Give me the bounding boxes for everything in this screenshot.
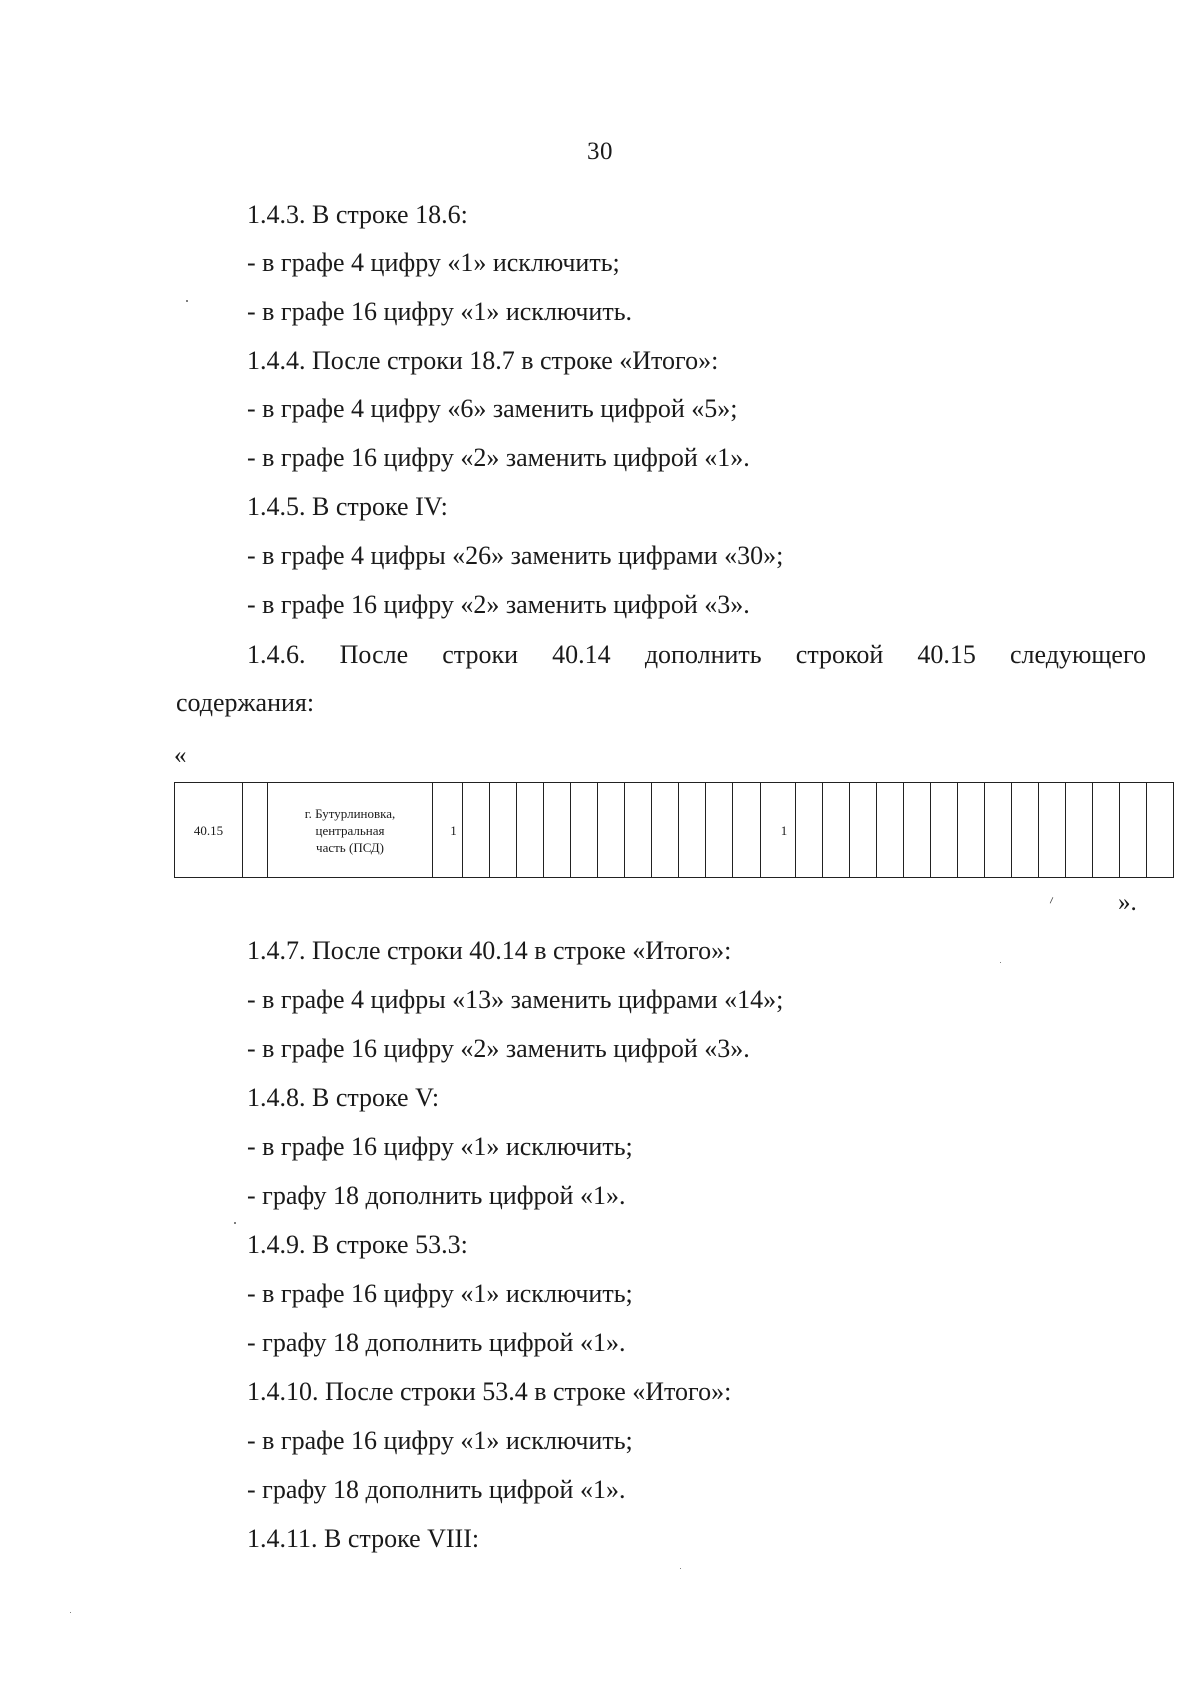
table-cell <box>1012 783 1039 878</box>
table-cell <box>544 783 571 878</box>
table-cell <box>931 783 958 878</box>
table-row <box>175 783 1174 878</box>
scan-speck <box>680 1568 681 1569</box>
table-cell <box>571 783 598 878</box>
table-cell <box>796 783 823 878</box>
word: строкой <box>795 640 884 669</box>
paragraph-1-4-9: 1.4.9. В строке 53.3: <box>247 1230 468 1259</box>
word: 40.15 <box>917 640 976 669</box>
table-cell <box>1039 783 1066 878</box>
list-item: - в графе 16 цифру «1» исключить; <box>247 1132 633 1161</box>
location-name-line: центральная <box>315 822 385 838</box>
word: 1.4.6. <box>247 640 306 669</box>
list-item: - в графе 16 цифру «2» заменить цифрой «3». <box>247 1034 750 1063</box>
quote-close: ». <box>1118 889 1137 916</box>
list-item: - графу 18 дополнить цифрой «1». <box>247 1181 626 1210</box>
scan-speck <box>70 1612 71 1613</box>
table-cell <box>625 783 652 878</box>
list-item: - графу 18 дополнить цифрой «1». <box>247 1475 626 1504</box>
table-cell <box>598 783 625 878</box>
list-item: - в графе 16 цифру «2» заменить цифрой «1». <box>247 443 750 472</box>
table-cell <box>679 783 706 878</box>
paragraph-1-4-7: 1.4.7. После строки 40.14 в строке «Итого»: <box>247 936 732 965</box>
paragraph-1-4-4: 1.4.4. После строки 18.7 в строке «Итого»: <box>247 346 719 375</box>
word: строки <box>442 640 519 669</box>
list-item: - в графе 16 цифру «1» исключить. <box>247 297 633 326</box>
paragraph-1-4-8: 1.4.8. В строке V: <box>247 1083 440 1112</box>
paragraph-1-4-5: 1.4.5. В строке IV: <box>247 492 448 521</box>
table-cell <box>733 783 761 878</box>
list-item: - в графе 16 цифру «1» исключить; <box>247 1279 633 1308</box>
table-cell <box>877 783 904 878</box>
list-item: - графу 18 дополнить цифрой «1». <box>247 1328 626 1357</box>
location-name-line: часть (ПСД) <box>316 839 384 855</box>
paragraph-1-4-6 <box>247 640 1146 670</box>
location-name-cell <box>268 783 433 878</box>
table-cell <box>1066 783 1093 878</box>
page-number: 30 <box>587 138 613 165</box>
table-cell <box>958 783 985 878</box>
table-cell <box>1147 783 1174 878</box>
table-cell <box>490 783 517 878</box>
list-item: - в графе 4 цифры «26» заменить цифрами «30»; <box>247 541 784 570</box>
list-item: - в графе 4 цифру «1» исключить; <box>247 248 620 277</box>
scan-speck <box>234 1222 236 1224</box>
row-number-cell: 40.15 <box>175 783 243 878</box>
scan-speck <box>186 300 188 302</box>
word: дополнить <box>644 640 762 669</box>
table-cell <box>463 783 490 878</box>
column-16-cell: 1 <box>761 783 796 878</box>
location-name-line: г. Бутурлиновка, <box>304 805 396 821</box>
paragraph-1-4-3: 1.4.3. В строке 18.6: <box>247 200 468 229</box>
list-item: - в графе 4 цифру «6» заменить цифрой «5»; <box>247 394 738 423</box>
paragraph-1-4-10: 1.4.10. После строки 53.4 в строке «Итого»: <box>247 1377 732 1406</box>
paragraph-1-4-11: 1.4.11. В строке VIII: <box>247 1524 480 1553</box>
pen-tick-mark: ⸝ <box>1044 890 1057 907</box>
table-cell <box>1093 783 1120 878</box>
list-item: - в графе 4 цифры «13» заменить цифрами «14»; <box>247 985 784 1014</box>
inserted-table-row <box>174 782 1174 878</box>
table-cell <box>243 783 268 878</box>
table-cell <box>517 783 544 878</box>
word: После <box>339 640 409 669</box>
word: следующего <box>1010 640 1146 669</box>
scan-speck <box>1000 962 1001 963</box>
table-cell <box>652 783 679 878</box>
table-cell <box>985 783 1012 878</box>
quote-open: « <box>174 742 187 769</box>
paragraph-continuation: содержания: <box>176 688 315 717</box>
list-item: - в графе 16 цифру «2» заменить цифрой «3». <box>247 590 750 619</box>
list-item: - в графе 16 цифру «1» исключить; <box>247 1426 633 1455</box>
table-cell <box>823 783 850 878</box>
column-4-cell: 1 <box>433 783 463 878</box>
word: 40.14 <box>552 640 611 669</box>
table-cell <box>1120 783 1147 878</box>
table-cell <box>850 783 877 878</box>
table-cell <box>904 783 931 878</box>
table-cell <box>706 783 733 878</box>
